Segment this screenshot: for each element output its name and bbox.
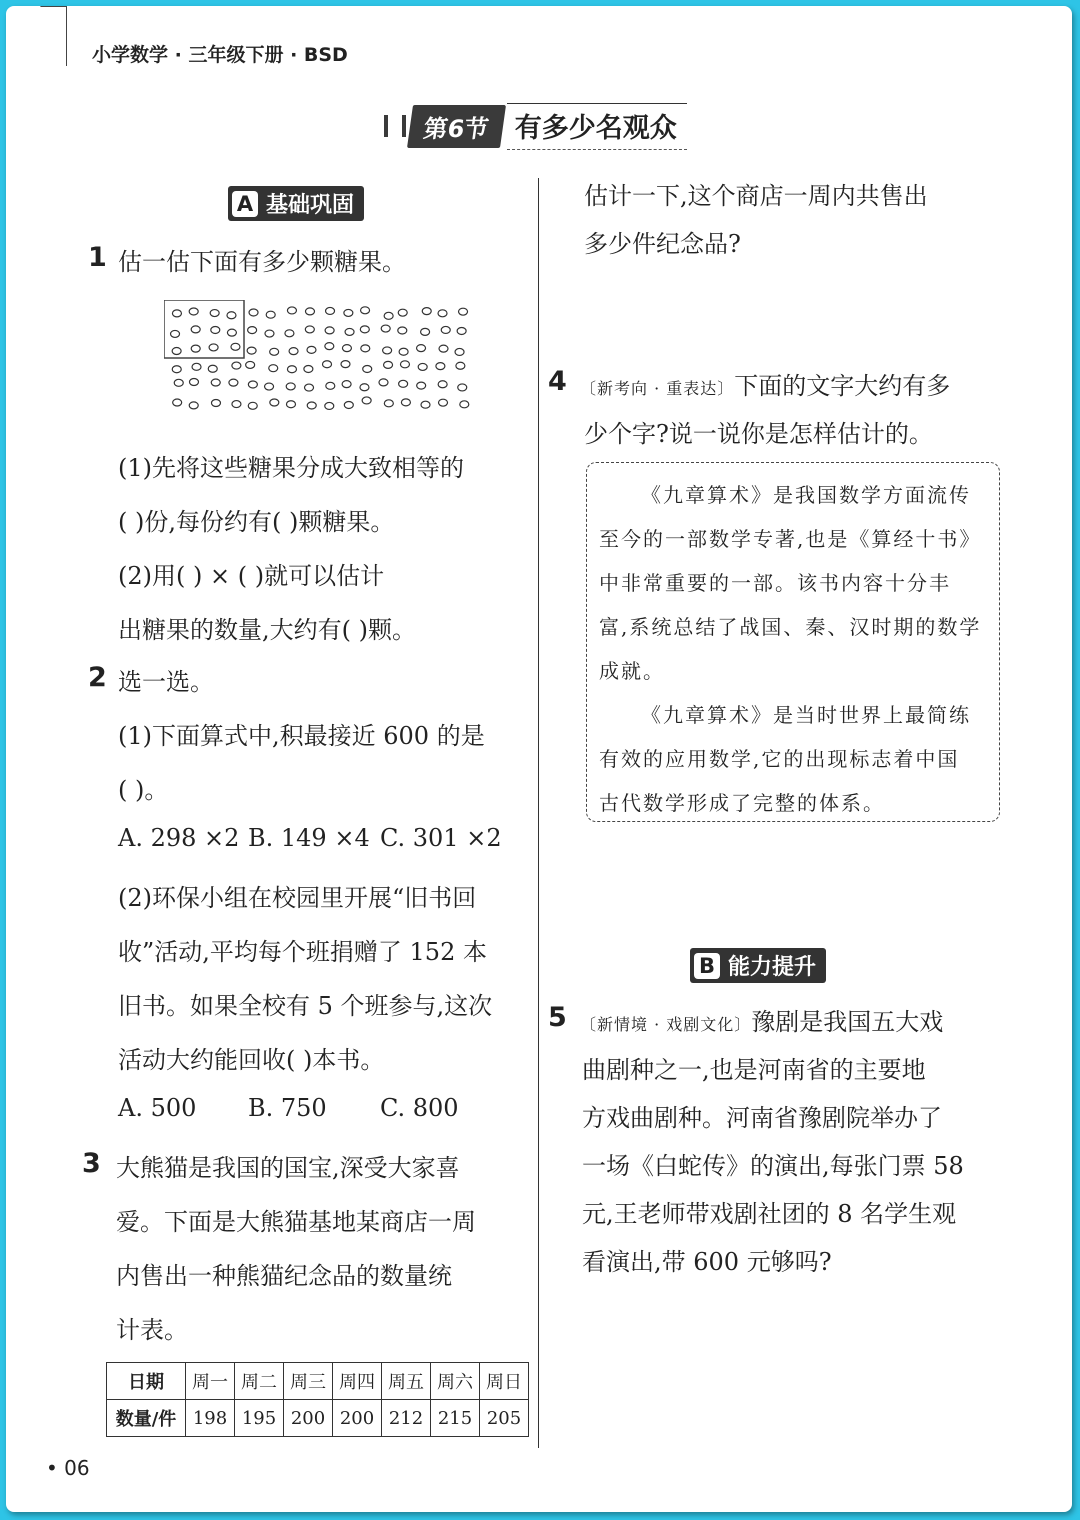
q4-line2: 少个字?说一说你是怎样估计的。 [584,420,933,448]
candy-icon [174,379,183,386]
candy-icon [436,363,445,370]
excerpt-line: 有效的应用数学,它的出现标志着中国 [599,747,960,771]
candy-icon [460,401,469,408]
row-header-quantity: 数量/件 [107,1400,186,1437]
candy-icon [305,308,314,315]
q1-line3: (2)用( ) × ( )就可以估计 [118,562,385,590]
candy-icon [325,402,334,409]
candy-icon [398,309,407,316]
q4-number: 4 [548,366,567,397]
excerpt-line: 中非常重要的一部。该书内容十分丰 [599,571,951,595]
page-number: • 06 [46,1456,90,1480]
candy-icon [227,312,236,319]
candy-icon [307,402,316,409]
q2-option-b2: B. 750 [248,1094,327,1122]
table-row [107,1363,529,1400]
candy-icon [229,379,238,386]
q2-line3: (2)环保小组在校园里开展“旧书回 [118,884,477,912]
candy-icon [398,327,407,334]
candy-icon [439,345,448,352]
candy-icon [399,380,408,387]
candy-icon [305,326,314,333]
candy-icon [211,326,220,333]
q2-line2: ( )。 [118,776,169,804]
candy-icon [189,379,198,386]
candy-icon [399,348,408,355]
q4-first-line [580,366,950,401]
q3-line3: 内售出一种熊猫纪念品的数量统 [116,1262,452,1290]
candy-icon [384,400,393,407]
table-cell: 205 [480,1400,529,1437]
excerpt-line: 古代数学形成了完整的体系。 [599,791,885,815]
candy-icon [249,309,258,316]
candy-icon [326,307,335,314]
candy-icon [384,312,393,319]
candy-icon [459,308,468,315]
candy-icon [248,327,257,334]
q5-first-line [580,1002,943,1037]
excerpt-line: 《九章算术》是当时世界上最简练 [641,703,971,727]
candy-icon [363,365,372,372]
candy-icon [209,344,218,351]
excerpt-box [586,462,1000,822]
candy-icon [172,366,181,373]
candy-icon [325,327,334,334]
candy-icon [304,365,313,372]
q2-line6: 活动大约能回收( )本书。 [118,1046,385,1074]
q2-number: 2 [88,662,107,693]
q2-option-c2: C. 800 [380,1094,459,1122]
q1-prompt: 估一估下面有多少颗糖果。 [118,248,406,276]
book-title: 小学数学 · 三年级下册 · BSD [92,44,348,66]
q1-line4: 出糖果的数量,大约有( )颗。 [118,616,416,644]
table-cell: 212 [382,1400,431,1437]
candy-icon [418,363,427,370]
q5-line1: 豫剧是我国五大戏 [751,1008,944,1036]
candy-icon [191,326,200,333]
q2-line4: 收”活动,平均每个班捐赠了 152 本 [118,938,487,966]
candy-icon [325,343,334,350]
candy-icon [344,309,353,316]
candy-icon [342,345,351,352]
candy-icon [457,327,466,334]
section-title [384,104,687,148]
candy-icon [362,397,371,404]
candy-icon [265,330,274,337]
q2-prompt: 选一选。 [118,668,214,696]
q3-line1: 大熊猫是我国的国宝,深受大家喜 [116,1154,460,1182]
candy-icon [438,310,447,317]
candy-icon [232,362,241,369]
section-marker [384,115,406,137]
table-cell: 周一 [186,1363,235,1400]
candy-icon [227,329,236,336]
q5-line5: 元,王老师带戏剧社团的 8 名学生观 [582,1200,957,1228]
candy-icon [192,363,201,370]
q1-number: 1 [88,242,107,273]
candy-illustration [164,300,484,418]
candy-icon [270,348,279,355]
candy-cluster-graphic [164,300,484,418]
candy-icon [323,361,332,368]
candy-icon [266,311,275,318]
candy-icon [173,399,182,406]
table-cell: 198 [186,1400,235,1437]
candy-icon [360,326,369,333]
candy-icon [422,308,431,315]
candy-icon [210,310,219,317]
table-cell: 周日 [480,1363,529,1400]
table-cell: 周五 [382,1363,431,1400]
section-number: 第6节 [407,105,506,148]
candy-icon [191,345,200,352]
candy-icon [381,325,390,332]
candy-icon [379,379,388,386]
q4-line1: 下面的文字大约有多 [734,372,951,400]
section-name: 有多少名观众 [507,103,687,150]
part-b-label: 能力提升 [728,955,817,980]
part-a-letter: A [232,191,258,217]
q2-line5: 旧书。如果全校有 5 个班参与,这次 [118,992,493,1020]
table-cell: 200 [333,1400,382,1437]
q5-line6: 看演出,带 600 元够吗? [582,1248,832,1276]
excerpt-line: 《九章算术》是我国数学方面流传 [641,483,971,507]
candy-icon [455,348,464,355]
table-cell: 周三 [284,1363,333,1400]
excerpt-line: 富,系统总结了战国、秦、汉时期的数学 [599,615,982,639]
corner-mark [40,6,67,66]
candy-icon [287,307,296,314]
candy-icon [189,402,198,409]
candy-icon [361,345,370,352]
candy-icon [247,347,256,354]
candy-icon [384,361,393,368]
candy-icon [211,399,220,406]
candy-icon [345,328,354,335]
q2-option-a1: A. 298 ×2 [118,824,240,852]
candy-icon [421,328,430,335]
candy-icon [248,402,257,409]
candy-icon [246,361,255,368]
q1-line2: ( )份,每份约有( )颗糖果。 [118,508,395,536]
table-cell: 周六 [431,1363,480,1400]
part-b-letter: B [694,953,720,979]
q5-line2: 曲剧种之一,也是河南省的主要地 [582,1056,926,1084]
candy-icon [286,383,295,390]
part-a-badge [228,186,364,221]
candy-icon [208,365,217,372]
candy-icon [287,366,296,373]
candy-icon [269,365,278,372]
candy-icon [458,384,467,391]
candy-icon [417,345,426,352]
q5-line3: 方戏曲剧种。河南省豫剧院举办了 [582,1104,942,1132]
q2-option-a2: A. 500 [118,1094,197,1122]
candy-icon [439,399,448,406]
table-cell: 周二 [235,1363,284,1400]
part-b-badge [690,948,826,983]
candy-icon [232,401,241,408]
workbook-page [6,6,1072,1512]
candy-icon [401,399,410,406]
candy-icon [286,401,295,408]
excerpt-line: 至今的一部数学专著,也是《算经十书》 [599,527,982,551]
candy-icon [344,401,353,408]
candy-icon [456,362,465,369]
sales-table [106,1362,529,1437]
candy-icon [341,361,350,368]
candy-icon [172,348,181,355]
candy-icon [307,346,316,353]
candy-icon [421,401,430,408]
q3-continue1: 估计一下,这个商店一周内共售出 [584,182,928,210]
q2-line1: (1)下面算式中,积最接近 600 的是 [118,722,485,750]
candy-icon [342,381,351,388]
table-row [107,1400,529,1437]
candy-icon [270,399,279,406]
q3-line2: 爱。下面是大熊猫基地某商店一周 [116,1208,476,1236]
candy-icon [211,379,220,386]
candy-icon [171,330,180,337]
table-cell: 周四 [333,1363,382,1400]
candy-icon [400,361,409,368]
column-divider [538,178,539,1448]
q4-tag: 〔新考向 · 重表达〕 [580,379,735,398]
candy-icon [326,382,335,389]
q3-continue2: 多少件纪念品? [584,230,741,258]
candy-icon [248,381,257,388]
candy-icon [361,307,370,314]
excerpt-line: 成就。 [599,659,665,683]
candy-icon [172,310,181,317]
row-header-date: 日期 [107,1363,186,1400]
q5-number: 5 [548,1002,567,1033]
q3-number: 3 [82,1148,101,1179]
candy-icon [289,348,298,355]
candy-icon [417,382,426,389]
table-cell: 200 [284,1400,333,1437]
q1-line1: (1)先将这些糖果分成大致相等的 [118,454,464,482]
candy-icon [265,383,274,390]
candy-icon [285,330,294,337]
candy-icon [231,343,240,350]
q2-option-b1: B. 149 ×4 [248,824,370,852]
candy-icon [360,384,369,391]
candy-icon [438,381,447,388]
table-cell: 215 [431,1400,480,1437]
candy-icon [305,384,314,391]
part-a-label: 基础巩固 [266,193,355,218]
candy-icon [189,308,198,315]
q3-line4: 计表。 [116,1316,188,1344]
q5-tag: 〔新情境 · 戏剧文化〕 [580,1015,752,1034]
candy-icon [383,347,392,354]
q5-line4: 一场《白蛇传》的演出,每张门票 58 [582,1152,964,1180]
table-cell: 195 [235,1400,284,1437]
candy-icon [441,326,450,333]
q2-option-c1: C. 301 ×2 [380,824,502,852]
